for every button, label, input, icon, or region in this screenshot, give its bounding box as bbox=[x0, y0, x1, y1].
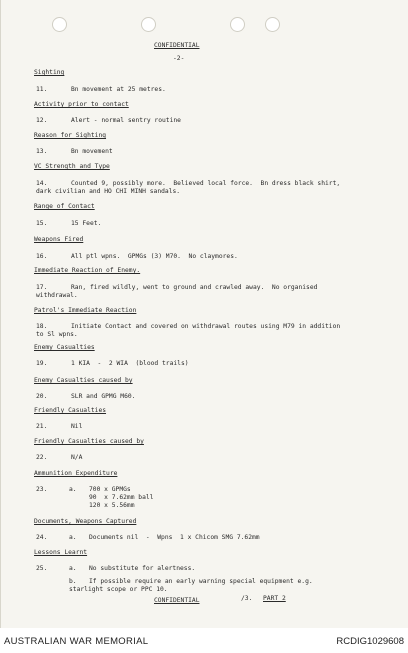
sub-label: b. bbox=[69, 578, 77, 585]
para-number: 23. bbox=[36, 486, 48, 493]
para-text: Nil bbox=[71, 423, 83, 430]
section-heading: Friendly Casualties caused by bbox=[34, 438, 144, 445]
para-text: 1 KIA - 2 WIA (blood trails) bbox=[71, 360, 189, 367]
section-heading: Activity prior to contact bbox=[34, 101, 129, 108]
para-number: 11. bbox=[36, 86, 48, 93]
para-number: 12. bbox=[36, 117, 48, 124]
record-id: RCDIG1029608 bbox=[336, 636, 404, 647]
sub-label: a. bbox=[69, 565, 77, 572]
punch-hole-icon bbox=[141, 17, 156, 32]
classification-bottom: CONFIDENTIAL bbox=[154, 597, 200, 604]
classification-top: CONFIDENTIAL bbox=[154, 42, 200, 49]
punch-hole-icon bbox=[52, 17, 67, 32]
para-number: 14. bbox=[36, 180, 48, 187]
section-heading: Weapons Fired bbox=[34, 236, 84, 243]
para-number: 13. bbox=[36, 148, 48, 155]
para-text-cont: withdrawal. bbox=[36, 292, 78, 299]
para-text: 15 Feet. bbox=[71, 220, 102, 227]
para-number: 15. bbox=[36, 220, 48, 227]
para-number: 25. bbox=[36, 565, 48, 572]
sub-label: a. bbox=[69, 534, 77, 541]
para-text: Alert - normal sentry routine bbox=[71, 117, 181, 124]
section-heading: Friendly Casualties bbox=[34, 407, 107, 414]
punch-hole-icon bbox=[265, 17, 280, 32]
para-text: N/A bbox=[71, 454, 83, 461]
para-text-cont: dark civilian and HO CHI MINH sandals. bbox=[36, 188, 181, 195]
next-page-ref: /3. bbox=[241, 595, 253, 602]
section-heading: VC Strength and Type bbox=[34, 163, 110, 170]
section-heading: Sighting bbox=[34, 69, 65, 76]
para-text: Initiate Contact and covered on withdrawal routes using M79 in addition bbox=[71, 323, 341, 330]
section-heading: Lessons Learnt bbox=[34, 549, 88, 556]
ammo-line: 700 x GPMGs bbox=[89, 486, 131, 493]
para-number: 19. bbox=[36, 360, 48, 367]
section-heading: Enemy Casualties caused by bbox=[34, 377, 133, 384]
para-number: 24. bbox=[36, 534, 48, 541]
para-text: Ran, fired wildly, went to ground and crawled away. No organised bbox=[71, 284, 318, 291]
para-number: 22. bbox=[36, 454, 48, 461]
para-number: 18. bbox=[36, 323, 48, 330]
para-text: Bn movement at 25 metres. bbox=[71, 86, 166, 93]
section-heading: Immediate Reaction of Enemy. bbox=[34, 267, 141, 274]
para-text: Bn movement bbox=[71, 148, 113, 155]
section-heading: Reason for Sighting bbox=[34, 132, 107, 139]
sub-label: a. bbox=[69, 486, 77, 493]
archive-name: AUSTRALIAN WAR MEMORIAL bbox=[4, 636, 149, 647]
para-number: 20. bbox=[36, 393, 48, 400]
section-heading: Documents, Weapons Captured bbox=[34, 518, 137, 525]
archive-footer bbox=[0, 628, 408, 653]
part-label: PART 2 bbox=[263, 595, 286, 602]
page-number: -2- bbox=[173, 55, 185, 62]
para-number: 17. bbox=[36, 284, 48, 291]
ammo-line: 120 x 5.56mm bbox=[89, 502, 135, 509]
para-text: All ptl wpns. GPMGs (3) M70. No claymores. bbox=[71, 253, 238, 260]
para-text: SLR and GPMG M60. bbox=[71, 393, 136, 400]
para-text: If possible require an early warning special equipment e.g. bbox=[89, 578, 313, 585]
para-number: 21. bbox=[36, 423, 48, 430]
ammo-line: 90 x 7.62mm ball bbox=[89, 494, 154, 501]
section-heading: Range of Contact bbox=[34, 203, 95, 210]
para-text-cont: to Sl wpns. bbox=[36, 331, 78, 338]
para-text: Counted 9, possibly more. Believed local force. Bn dress black shirt, bbox=[71, 180, 341, 187]
para-text: Documents nil - Wpns 1 x Chicom SMG 7.62mm bbox=[89, 534, 260, 541]
para-text: No substitute for alertness. bbox=[89, 565, 196, 572]
punch-hole-icon bbox=[230, 17, 245, 32]
para-number: 16. bbox=[36, 253, 48, 260]
para-text-cont: starlight scope or PPC 10. bbox=[69, 586, 168, 593]
section-heading: Enemy Casualties bbox=[34, 344, 95, 351]
section-heading: Patrol's Immediate Reaction bbox=[34, 307, 137, 314]
section-heading: Ammunition Expenditure bbox=[34, 470, 118, 477]
